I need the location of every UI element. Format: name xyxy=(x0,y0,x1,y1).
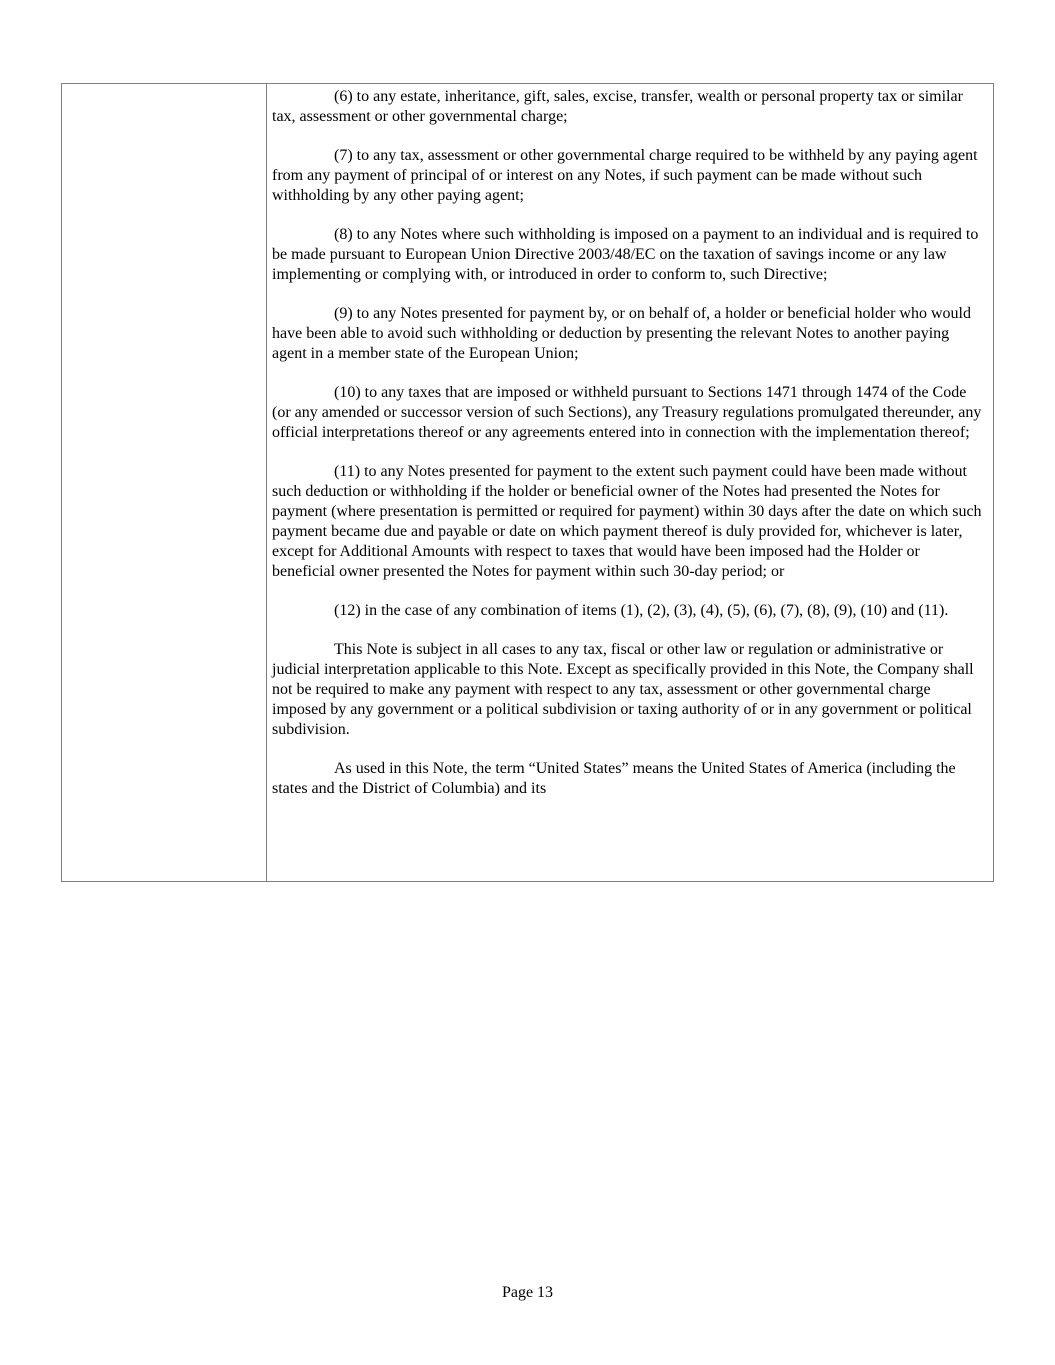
paragraph-item-12: (12) in the case of any combination of items (1), (2), (3), (4), (5), (6), (7), (8), (9), (10) and (11). xyxy=(334,602,949,619)
page-number: Page 13 xyxy=(501,1284,554,1301)
paragraph-item-8: (8) to any Notes where such withholding is imposed on a payment to an individual and is required to be made pursuant to European Union Directive 2003/48/EC on the taxation of savings income or any law implementing or complying with, or introduced in order to conform to, such Directive; xyxy=(272,226,979,283)
paragraph-item-7: (7) to any tax, assessment or other governmental charge required to be withheld by any paying agent from any payment of principal of or interest on any Notes, if such payment can be made without such withholding by any other paying agent; xyxy=(272,147,978,204)
paragraph-item-10: (10) to any taxes that are imposed or withheld pursuant to Sections 1471 through 1474 of the Code (or any amended or successor version of such Sections), any Treasury regulations promulgated thereunder, any official interpretations thereof or any agreements entered into in connection with the implementation thereof; xyxy=(272,384,982,441)
document-table xyxy=(61,83,994,882)
table-left-column xyxy=(62,84,267,881)
paragraph-item-9: (9) to any Notes presented for payment by, or on behalf of, a holder or beneficial holder who would have been able to avoid such withholding or deduction by presenting the relevant Notes to another paying agent in a member state of the European Union; xyxy=(272,305,971,362)
paragraph-united-states-definition: As used in this Note, the term “United States” means the United States of America (including the states and the District of Columbia) and its xyxy=(272,760,956,797)
table-right-column xyxy=(267,84,993,881)
paragraph-note-subject: This Note is subject in all cases to any tax, fiscal or other law or regulation or administrative or judicial interpretation applicable to this Note. Except as specifically provided in this Note, the Company shall not be required to make any payment with respect to any tax, assessment or other governmental charge imposed by any government or a political subdivision or taxing authority of or in any government or political subdivision. xyxy=(272,641,974,738)
paragraph-item-11: (11) to any Notes presented for payment to the extent such payment could have been made without such deduction or withholding if the holder or beneficial owner of the Notes had presented the Notes for payment (where presentation is permitted or required for payment) within 30 days after the date on which such payment became due and payable or date on which payment thereof is duly provided for, whichever is later, except for Additional Amounts with respect to taxes that would have been imposed had the Holder or beneficial owner presented the Notes for payment within such 30-day period; or xyxy=(272,463,982,580)
paragraph-item-6: (6) to any estate, inheritance, gift, sales, excise, transfer, wealth or personal property tax or similar tax, assessment or other governmental charge; xyxy=(272,88,963,125)
